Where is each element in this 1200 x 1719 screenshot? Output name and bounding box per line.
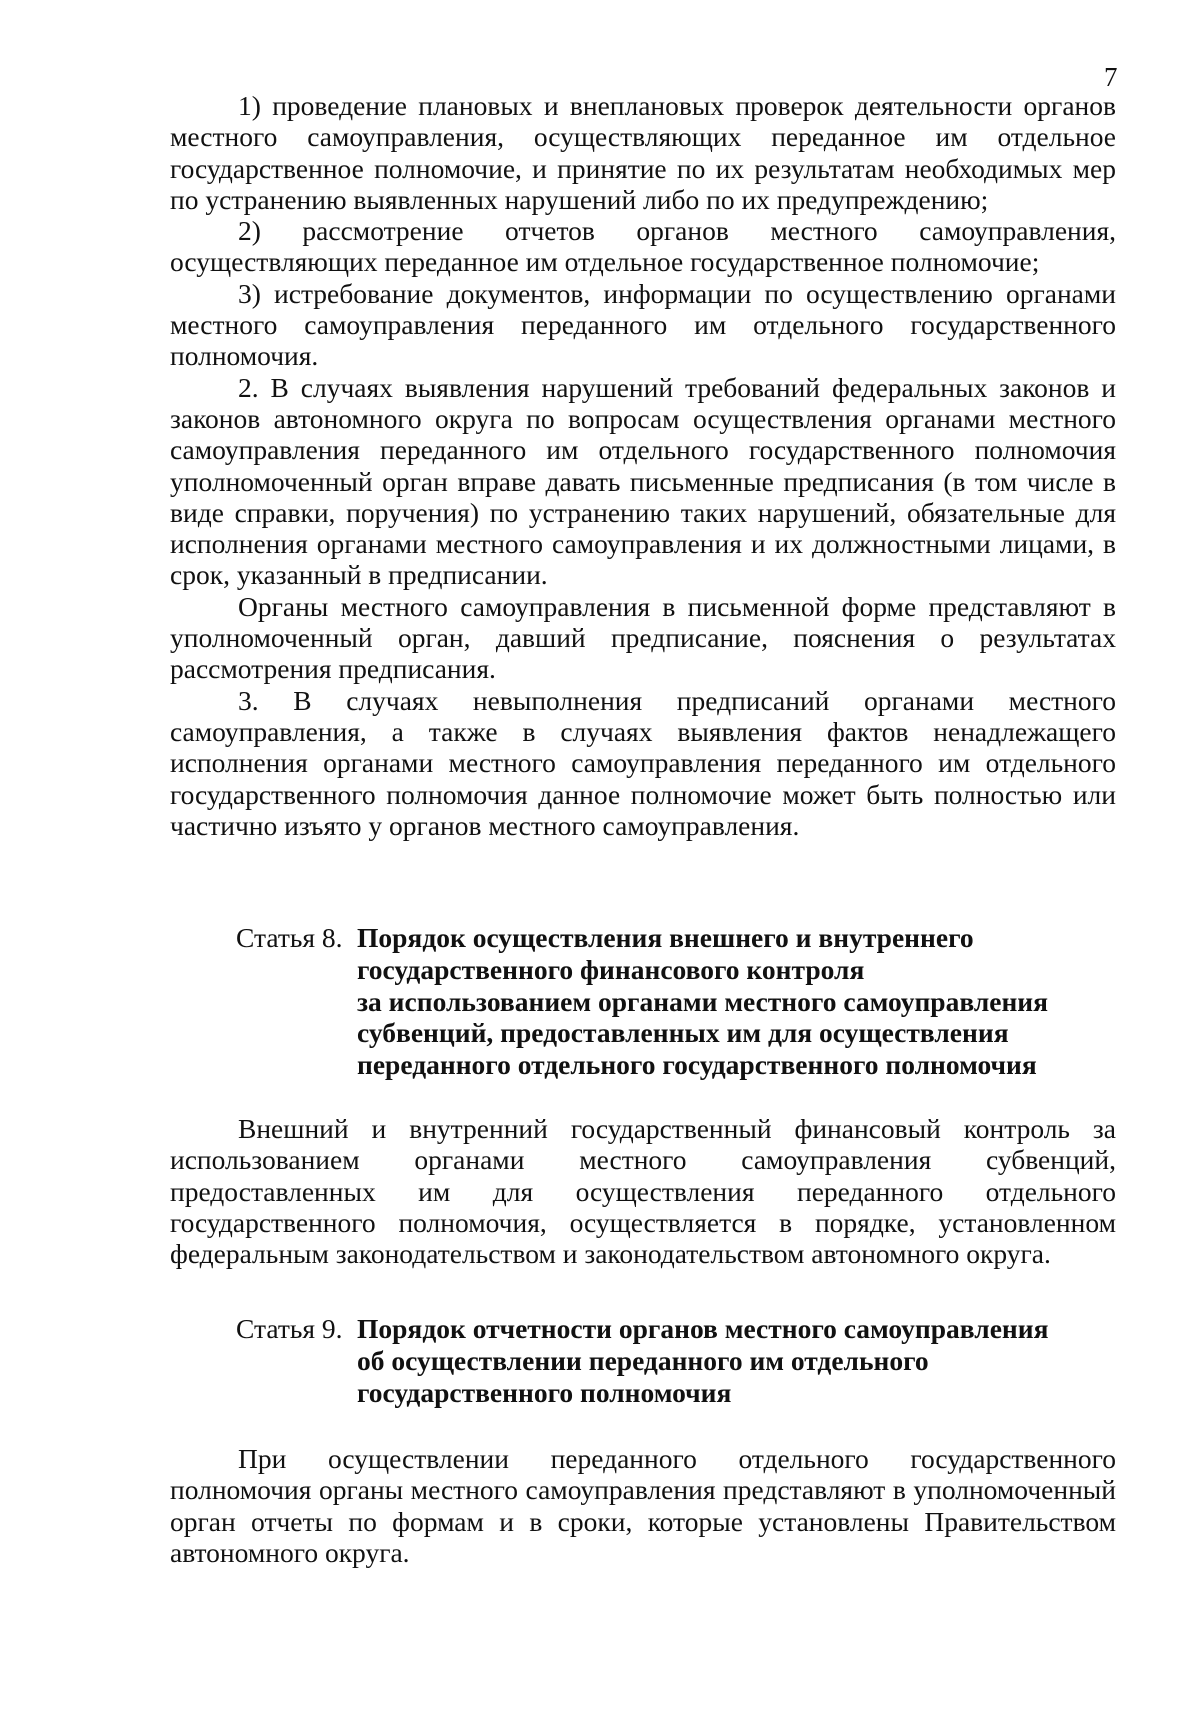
article-8-title-line: за использованием органами местного самоуправления [357,985,1049,1017]
article-8-title-line: субвенций, предоставленных им для осуществления [357,1017,1009,1049]
article-9-title [357,1313,1116,1408]
article-9-heading [236,1313,1116,1408]
article-9-title-line: Порядок отчетности органов местного самоуправления [357,1313,1049,1344]
paragraph-section-2-reply: Органы местного самоуправления в письменной форме представляют в уполномоченный орган, давший предписание, пояснения о результатах рассмотрения предписания. [170,590,1116,685]
article-9-title-line: государственного полномочия [357,1376,732,1408]
article-8-title-line: государственного финансового контроля [357,953,865,985]
paragraph-section-3: 3. В случаях невыполнения предписаний органами местного самоуправления, а также в случаях выявления фактов ненадлежащего исполнения органами местного самоуправления переданного им отдельного государственного полномочия данное полномочие может быть полностью или частично изъято у органов местного самоуправления. [170,684,1116,841]
paragraph-item-2: 2) рассмотрение отчетов органов местного самоуправления, осуществляющих переданное им отдельное государственное полномочие; [170,215,1116,278]
article-9-body: При осуществлении переданного отдельного государственного полномочия органы местного самоуправления представляют в уполномоченный орган отчеты по формам и в сроки, которые установлены Правительством автономного округа. [170,1443,1116,1568]
article-8-title-line: переданного отдельного государственного полномочия [357,1049,1037,1081]
paragraph-item-3: 3) истребование документов, информации по осуществлению органами местного самоуправления переданного им отдельного государственного полномочия. [170,277,1116,372]
page-number: 7 [1104,62,1118,92]
article-8-label: Статья 8. [236,922,343,953]
article-9-label: Статья 9. [236,1313,343,1344]
article-9-title-line: об осуществлении переданного им отдельного [357,1344,929,1376]
article-9-body-block [170,1443,1116,1568]
paragraph-item-1: 1) проведение плановых и внеплановых проверок деятельности органов местного самоуправления, осуществляющих переданное им отдельное государственное полномочие, и принятие по их результатам необходимых мер по устранению выявленных нарушений либо по их предупреждению; [170,90,1116,215]
article-8-title [357,922,1116,1081]
paragraph-section-2: 2. В случаях выявления нарушений требований федеральных законов и законов автономного округа по вопросам осуществления органами местного самоуправления переданного им отдельного государственного полномочия уполномоченный орган вправе давать письменные предписания (в том числе в виде справки, поручения) по устранению таких нарушений, обязательные для исполнения органами местного самоуправления и их должностными лицами, в срок, указанный в предписании. [170,371,1116,591]
article-8-body-block [170,1113,1116,1269]
article-8-title-line: Порядок осуществления внешнего и внутреннего [357,922,974,953]
article-8-body: Внешний и внутренний государственный финансовый контроль за использованием органами местного самоуправления субвенций, предоставленных им для осуществления переданного отдельного государственного полномочия, осуществляется в порядке, установленном федеральным законодательством и законодательством автономного округа. [170,1113,1116,1270]
text-block-1 [170,90,1116,841]
article-8-heading [236,922,1116,1081]
